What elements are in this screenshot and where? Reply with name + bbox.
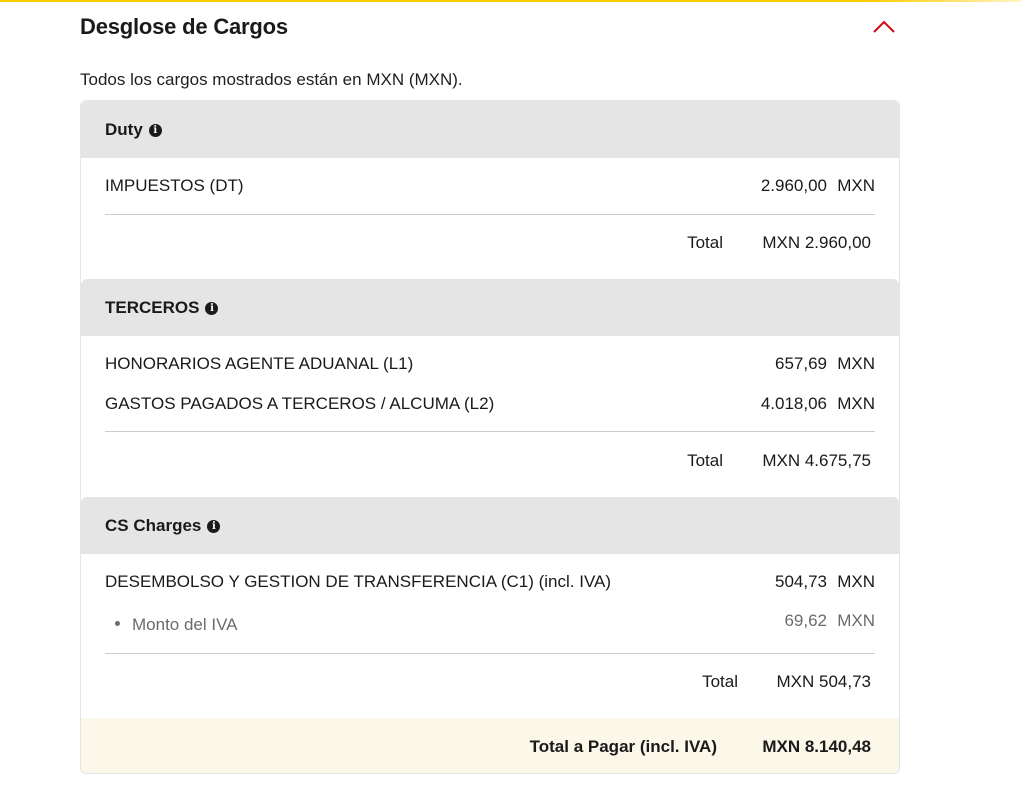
- charge-currency: MXN: [837, 176, 875, 195]
- charge-amount: 2.960,00: [760, 176, 827, 195]
- section-cs-charges-header: [81, 497, 899, 554]
- charge-amount: 657,69: [775, 354, 827, 373]
- info-icon[interactable]: i: [205, 302, 218, 315]
- chevron-up-icon[interactable]: [872, 17, 896, 37]
- section-title: CS Charges: [105, 516, 202, 535]
- charge-label: IMPUESTOS (DT): [105, 176, 244, 195]
- charge-amount: 4.018,06: [760, 394, 827, 413]
- grand-total-value: MXN 8.140,48: [762, 737, 871, 756]
- page-title: Desglose de Cargos: [80, 14, 288, 39]
- total-label: Total: [687, 233, 723, 252]
- charge-currency: MXN: [837, 354, 875, 373]
- sub-charge-currency: MXN: [837, 611, 875, 630]
- section-terceros-header: [81, 279, 899, 336]
- divider: [105, 431, 875, 432]
- grand-total-label: Total a Pagar (incl. IVA): [529, 737, 717, 756]
- section-title: TERCEROS: [105, 298, 200, 317]
- total-value: MXN 4.675,75: [762, 451, 871, 470]
- total-label: Total: [687, 451, 723, 470]
- currency-note: Todos los cargos mostrados están en MXN (MXN).: [80, 70, 463, 89]
- bullet-icon: [115, 621, 120, 626]
- section-title: Duty: [105, 120, 143, 139]
- total-label: Total: [702, 672, 738, 691]
- charges-card: [80, 100, 900, 774]
- charge-label: HONORARIOS AGENTE ADUANAL (L1): [105, 354, 414, 373]
- info-icon[interactable]: i: [207, 520, 220, 533]
- charge-label: DESEMBOLSO Y GESTION DE TRANSFERENCIA (C1) (incl. IVA): [105, 572, 612, 591]
- charge-amount: 504,73: [775, 572, 827, 591]
- total-value: MXN 504,73: [776, 672, 871, 691]
- grand-total-row: [81, 718, 899, 774]
- section-duty-header: [81, 101, 899, 158]
- charge-currency: MXN: [837, 394, 875, 413]
- charges-breakdown: [80, 0, 900, 756]
- charge-currency: MXN: [837, 572, 875, 591]
- sub-charge-amount: 69,62: [784, 611, 827, 630]
- section-header: [80, 0, 900, 56]
- divider: [105, 214, 875, 215]
- sub-charge-label: Monto del IVA: [132, 615, 238, 634]
- info-icon[interactable]: i: [149, 124, 162, 137]
- charge-label: GASTOS PAGADOS A TERCEROS / ALCUMA (L2): [105, 394, 495, 413]
- divider: [105, 653, 875, 654]
- total-value: MXN 2.960,00: [762, 233, 871, 252]
